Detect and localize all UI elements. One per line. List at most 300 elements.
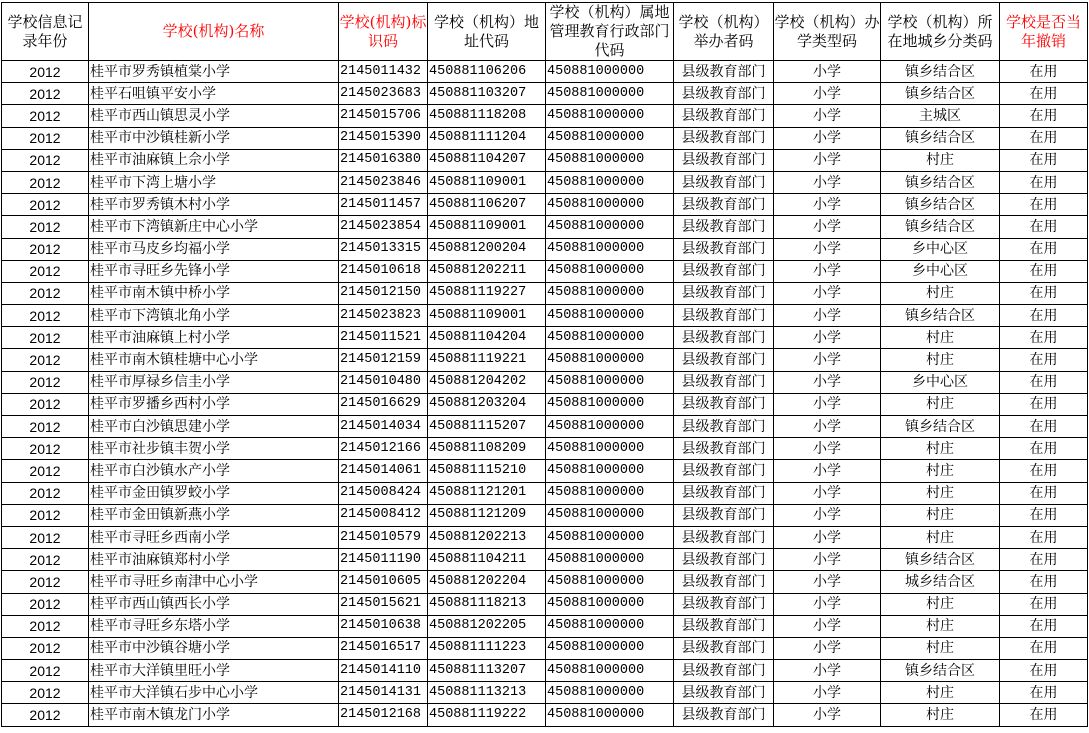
organizer-cell: 县级教育部门 [674,393,774,415]
school-type-cell: 小学 [774,260,881,282]
admin-dept-code-cell: 450881000000 [546,238,674,260]
school-id-cell: 2145015706 [339,105,428,127]
school-type-cell: 小学 [774,682,881,704]
school-name-cell: 桂平市金田镇罗蛟小学 [89,482,339,504]
school-id-cell: 2145012159 [339,349,428,371]
header-admin-dept-code: 学校（机构）属地管理教育行政部门代码 [546,3,674,61]
school-name-cell: 桂平市油麻镇上村小学 [89,327,339,349]
status-cell: 在用 [1000,460,1088,482]
address-code-cell: 450881121201 [428,482,546,504]
admin-dept-code-cell: 450881000000 [546,149,674,171]
school-name-cell: 桂平市中沙镇桂新小学 [89,127,339,149]
table-row [2,615,1088,637]
school-name-cell: 桂平市寻旺乡东塔小学 [89,615,339,637]
table-row [2,416,1088,438]
school-name-cell: 桂平市马皮乡均福小学 [89,238,339,260]
school-id-cell: 2145014131 [339,682,428,704]
admin-dept-code-cell: 450881000000 [546,482,674,504]
urban-rural-cell: 乡中心区 [881,260,1000,282]
school-id-cell: 2145011457 [339,194,428,216]
school-id-cell: 2145023683 [339,83,428,105]
urban-rural-cell: 村庄 [881,682,1000,704]
address-code-cell: 450881109001 [428,216,546,238]
admin-dept-code-cell: 450881000000 [546,615,674,637]
school-name-cell: 桂平市寻旺乡先锋小学 [89,260,339,282]
urban-rural-cell: 村庄 [881,504,1000,526]
organizer-cell: 县级教育部门 [674,149,774,171]
organizer-cell: 县级教育部门 [674,127,774,149]
year-cell: 2012 [2,83,89,105]
school-id-cell: 2145010618 [339,260,428,282]
address-code-cell: 450881115207 [428,416,546,438]
school-id-cell: 2145011432 [339,61,428,83]
school-id-cell: 2145010638 [339,615,428,637]
school-id-cell: 2145014061 [339,460,428,482]
table-row [2,305,1088,327]
urban-rural-cell: 村庄 [881,282,1000,304]
organizer-cell: 县级教育部门 [674,660,774,682]
organizer-cell: 县级教育部门 [674,416,774,438]
organizer-cell: 县级教育部门 [674,682,774,704]
address-code-cell: 450881106207 [428,194,546,216]
school-type-cell: 小学 [774,61,881,83]
year-cell: 2012 [2,149,89,171]
status-cell: 在用 [1000,526,1088,548]
admin-dept-code-cell: 450881000000 [546,260,674,282]
organizer-cell: 县级教育部门 [674,327,774,349]
organizer-cell: 县级教育部门 [674,194,774,216]
admin-dept-code-cell: 450881000000 [546,416,674,438]
header-school-name: 学校(机构)名称 [89,3,339,61]
header-urban-rural-code: 学校（机构）所在地城乡分类码 [881,3,1000,61]
urban-rural-cell: 村庄 [881,327,1000,349]
admin-dept-code-cell: 450881000000 [546,105,674,127]
school-id-cell: 2145008424 [339,482,428,504]
year-cell: 2012 [2,571,89,593]
status-cell: 在用 [1000,305,1088,327]
organizer-cell: 县级教育部门 [674,260,774,282]
urban-rural-cell: 城乡结合区 [881,571,1000,593]
urban-rural-cell: 镇乡结合区 [881,61,1000,83]
table-row [2,105,1088,127]
year-cell: 2012 [2,238,89,260]
status-cell: 在用 [1000,349,1088,371]
urban-rural-cell: 村庄 [881,438,1000,460]
school-id-cell: 2145011521 [339,327,428,349]
year-cell: 2012 [2,416,89,438]
table-row [2,149,1088,171]
school-type-cell: 小学 [774,482,881,504]
status-cell: 在用 [1000,194,1088,216]
status-cell: 在用 [1000,83,1088,105]
school-type-cell: 小学 [774,504,881,526]
school-id-cell: 2145012168 [339,704,428,726]
address-code-cell: 450881121209 [428,504,546,526]
address-code-cell: 450881104204 [428,327,546,349]
year-cell: 2012 [2,704,89,726]
table-row [2,482,1088,504]
organizer-cell: 县级教育部门 [674,438,774,460]
school-id-cell: 2145010480 [339,371,428,393]
school-id-cell: 2145015390 [339,127,428,149]
school-type-cell: 小学 [774,127,881,149]
admin-dept-code-cell: 450881000000 [546,526,674,548]
urban-rural-cell: 乡中心区 [881,371,1000,393]
organizer-cell: 县级教育部门 [674,482,774,504]
year-cell: 2012 [2,549,89,571]
urban-rural-cell: 村庄 [881,393,1000,415]
school-type-cell: 小学 [774,171,881,193]
school-type-cell: 小学 [774,637,881,659]
organizer-cell: 县级教育部门 [674,282,774,304]
urban-rural-cell: 镇乡结合区 [881,416,1000,438]
table-row [2,127,1088,149]
status-cell: 在用 [1000,660,1088,682]
table-row [2,260,1088,282]
address-code-cell: 450881106206 [428,61,546,83]
status-cell: 在用 [1000,105,1088,127]
header-organizer-code: 学校（机构）举办者码 [674,3,774,61]
admin-dept-code-cell: 450881000000 [546,637,674,659]
year-cell: 2012 [2,171,89,193]
table-row [2,349,1088,371]
header-address-code: 学校（机构）地址代码 [428,3,546,61]
school-name-cell: 桂平市下湾镇新庄中心小学 [89,216,339,238]
address-code-cell: 450881200204 [428,238,546,260]
school-type-cell: 小学 [774,549,881,571]
school-name-cell: 桂平市厚禄乡信圭小学 [89,371,339,393]
status-cell: 在用 [1000,682,1088,704]
organizer-cell: 县级教育部门 [674,460,774,482]
admin-dept-code-cell: 450881000000 [546,438,674,460]
table-row [2,83,1088,105]
school-type-cell: 小学 [774,349,881,371]
address-code-cell: 450881119221 [428,349,546,371]
admin-dept-code-cell: 450881000000 [546,194,674,216]
school-type-cell: 小学 [774,571,881,593]
status-cell: 在用 [1000,615,1088,637]
address-code-cell: 450881202204 [428,571,546,593]
school-type-cell: 小学 [774,660,881,682]
year-cell: 2012 [2,393,89,415]
school-records-table [1,2,1088,727]
address-code-cell: 450881202211 [428,260,546,282]
status-cell: 在用 [1000,393,1088,415]
year-cell: 2012 [2,349,89,371]
table-row [2,660,1088,682]
admin-dept-code-cell: 450881000000 [546,460,674,482]
admin-dept-code-cell: 450881000000 [546,61,674,83]
urban-rural-cell: 镇乡结合区 [881,305,1000,327]
school-type-cell: 小学 [774,393,881,415]
school-id-cell: 2145016380 [339,149,428,171]
admin-dept-code-cell: 450881000000 [546,593,674,615]
address-code-cell: 450881119227 [428,282,546,304]
school-name-cell: 桂平市油麻镇上佘小学 [89,149,339,171]
admin-dept-code-cell: 450881000000 [546,571,674,593]
admin-dept-code-cell: 450881000000 [546,282,674,304]
school-id-cell: 2145023846 [339,171,428,193]
school-name-cell: 桂平市罗播乡西村小学 [89,393,339,415]
urban-rural-cell: 村庄 [881,526,1000,548]
urban-rural-cell: 镇乡结合区 [881,216,1000,238]
address-code-cell: 450881204202 [428,371,546,393]
status-cell: 在用 [1000,282,1088,304]
school-name-cell: 桂平市白沙镇思建小学 [89,416,339,438]
address-code-cell: 450881202205 [428,615,546,637]
urban-rural-cell: 镇乡结合区 [881,171,1000,193]
organizer-cell: 县级教育部门 [674,238,774,260]
urban-rural-cell: 村庄 [881,637,1000,659]
admin-dept-code-cell: 450881000000 [546,371,674,393]
school-name-cell: 桂平石咀镇平安小学 [89,83,339,105]
school-id-cell: 2145011190 [339,549,428,571]
school-id-cell: 2145014110 [339,660,428,682]
admin-dept-code-cell: 450881000000 [546,327,674,349]
status-cell: 在用 [1000,704,1088,726]
table-row [2,682,1088,704]
school-name-cell: 桂平市西山镇思灵小学 [89,105,339,127]
year-cell: 2012 [2,482,89,504]
status-cell: 在用 [1000,216,1088,238]
status-cell: 在用 [1000,637,1088,659]
school-type-cell: 小学 [774,305,881,327]
urban-rural-cell: 村庄 [881,593,1000,615]
table-row [2,327,1088,349]
year-cell: 2012 [2,305,89,327]
status-cell: 在用 [1000,504,1088,526]
address-code-cell: 450881103207 [428,83,546,105]
school-name-cell: 桂平市寻旺乡南津中心小学 [89,571,339,593]
organizer-cell: 县级教育部门 [674,526,774,548]
address-code-cell: 450881118208 [428,105,546,127]
address-code-cell: 450881115210 [428,460,546,482]
address-code-cell: 450881113207 [428,660,546,682]
table-row [2,704,1088,726]
address-code-cell: 450881109001 [428,305,546,327]
school-type-cell: 小学 [774,216,881,238]
table-row [2,593,1088,615]
admin-dept-code-cell: 450881000000 [546,704,674,726]
school-type-cell: 小学 [774,615,881,637]
organizer-cell: 县级教育部门 [674,171,774,193]
school-name-cell: 桂平市下湾镇北角小学 [89,305,339,327]
organizer-cell: 县级教育部门 [674,371,774,393]
year-cell: 2012 [2,194,89,216]
address-code-cell: 450881111204 [428,127,546,149]
status-cell: 在用 [1000,327,1088,349]
status-cell: 在用 [1000,549,1088,571]
school-name-cell: 桂平市罗秀镇植棠小学 [89,61,339,83]
school-id-cell: 2145016629 [339,393,428,415]
year-cell: 2012 [2,504,89,526]
admin-dept-code-cell: 450881000000 [546,349,674,371]
table-row [2,171,1088,193]
table-row [2,571,1088,593]
table-row [2,460,1088,482]
year-cell: 2012 [2,216,89,238]
school-name-cell: 桂平市南木镇桂塘中心小学 [89,349,339,371]
school-id-cell: 2145010605 [339,571,428,593]
school-name-cell: 桂平市白沙镇水产小学 [89,460,339,482]
school-type-cell: 小学 [774,526,881,548]
school-type-cell: 小学 [774,327,881,349]
organizer-cell: 县级教育部门 [674,305,774,327]
header-revoked-status: 学校是否当年撤销 [1000,3,1088,61]
urban-rural-cell: 主城区 [881,105,1000,127]
admin-dept-code-cell: 450881000000 [546,127,674,149]
status-cell: 在用 [1000,61,1088,83]
year-cell: 2012 [2,615,89,637]
school-type-cell: 小学 [774,704,881,726]
urban-rural-cell: 乡中心区 [881,238,1000,260]
admin-dept-code-cell: 450881000000 [546,305,674,327]
school-id-cell: 2145023854 [339,216,428,238]
organizer-cell: 县级教育部门 [674,571,774,593]
organizer-cell: 县级教育部门 [674,704,774,726]
urban-rural-cell: 镇乡结合区 [881,194,1000,216]
urban-rural-cell: 镇乡结合区 [881,549,1000,571]
address-code-cell: 450881104211 [428,549,546,571]
urban-rural-cell: 村庄 [881,615,1000,637]
address-code-cell: 450881109001 [428,171,546,193]
school-name-cell: 桂平市寻旺乡西南小学 [89,526,339,548]
status-cell: 在用 [1000,416,1088,438]
school-type-cell: 小学 [774,238,881,260]
table-row [2,438,1088,460]
year-cell: 2012 [2,127,89,149]
admin-dept-code-cell: 450881000000 [546,171,674,193]
school-name-cell: 桂平市油麻镇郑村小学 [89,549,339,571]
school-type-cell: 小学 [774,371,881,393]
table-body [2,61,1088,727]
table-row [2,549,1088,571]
status-cell: 在用 [1000,571,1088,593]
urban-rural-cell: 镇乡结合区 [881,660,1000,682]
organizer-cell: 县级教育部门 [674,105,774,127]
organizer-cell: 县级教育部门 [674,615,774,637]
school-type-cell: 小学 [774,194,881,216]
year-cell: 2012 [2,105,89,127]
admin-dept-code-cell: 450881000000 [546,549,674,571]
year-cell: 2012 [2,593,89,615]
organizer-cell: 县级教育部门 [674,216,774,238]
status-cell: 在用 [1000,127,1088,149]
urban-rural-cell: 村庄 [881,460,1000,482]
year-cell: 2012 [2,61,89,83]
urban-rural-cell: 镇乡结合区 [881,83,1000,105]
year-cell: 2012 [2,260,89,282]
year-cell: 2012 [2,682,89,704]
school-id-cell: 2145012150 [339,282,428,304]
table-row [2,282,1088,304]
table-row [2,194,1088,216]
school-id-cell: 2145008412 [339,504,428,526]
year-cell: 2012 [2,371,89,393]
status-cell: 在用 [1000,593,1088,615]
organizer-cell: 县级教育部门 [674,549,774,571]
school-id-cell: 2145023823 [339,305,428,327]
school-type-cell: 小学 [774,460,881,482]
address-code-cell: 450881202213 [428,526,546,548]
school-type-cell: 小学 [774,438,881,460]
address-code-cell: 450881111223 [428,637,546,659]
year-cell: 2012 [2,460,89,482]
school-type-cell: 小学 [774,149,881,171]
status-cell: 在用 [1000,238,1088,260]
address-code-cell: 450881203204 [428,393,546,415]
table-row [2,393,1088,415]
school-name-cell: 桂平市大洋镇石步中心小学 [89,682,339,704]
school-name-cell: 桂平市社步镇丰贺小学 [89,438,339,460]
table-row [2,216,1088,238]
table-row [2,504,1088,526]
year-cell: 2012 [2,637,89,659]
school-type-cell: 小学 [774,105,881,127]
school-name-cell: 桂平市罗秀镇木村小学 [89,194,339,216]
year-cell: 2012 [2,660,89,682]
school-name-cell: 桂平市下湾上塘小学 [89,171,339,193]
status-cell: 在用 [1000,438,1088,460]
status-cell: 在用 [1000,171,1088,193]
school-id-cell: 2145013315 [339,238,428,260]
school-type-cell: 小学 [774,83,881,105]
urban-rural-cell: 村庄 [881,704,1000,726]
organizer-cell: 县级教育部门 [674,83,774,105]
urban-rural-cell: 村庄 [881,149,1000,171]
urban-rural-cell: 镇乡结合区 [881,127,1000,149]
organizer-cell: 县级教育部门 [674,593,774,615]
table-row [2,637,1088,659]
organizer-cell: 县级教育部门 [674,349,774,371]
school-name-cell: 桂平市南木镇中桥小学 [89,282,339,304]
school-name-cell: 桂平市金田镇新燕小学 [89,504,339,526]
school-type-cell: 小学 [774,593,881,615]
year-cell: 2012 [2,327,89,349]
admin-dept-code-cell: 450881000000 [546,83,674,105]
organizer-cell: 县级教育部门 [674,504,774,526]
status-cell: 在用 [1000,371,1088,393]
address-code-cell: 450881118213 [428,593,546,615]
school-id-cell: 2145010579 [339,526,428,548]
table-row [2,371,1088,393]
address-code-cell: 450881104207 [428,149,546,171]
admin-dept-code-cell: 450881000000 [546,682,674,704]
urban-rural-cell: 村庄 [881,349,1000,371]
school-name-cell: 桂平市南木镇龙门小学 [89,704,339,726]
year-cell: 2012 [2,282,89,304]
urban-rural-cell: 村庄 [881,482,1000,504]
address-code-cell: 450881113213 [428,682,546,704]
admin-dept-code-cell: 450881000000 [546,393,674,415]
status-cell: 在用 [1000,260,1088,282]
admin-dept-code-cell: 450881000000 [546,216,674,238]
school-id-cell: 2145012166 [339,438,428,460]
table-row [2,61,1088,83]
table-row [2,238,1088,260]
admin-dept-code-cell: 450881000000 [546,660,674,682]
school-type-cell: 小学 [774,416,881,438]
table-row [2,526,1088,548]
header-school-type-code: 学校（机构）办学类型码 [774,3,881,61]
school-name-cell: 桂平市大洋镇里旺小学 [89,660,339,682]
status-cell: 在用 [1000,149,1088,171]
header-school-id: 学校(机构)标识码 [339,3,428,61]
school-id-cell: 2145016517 [339,637,428,659]
header-year: 学校信息记录年份 [2,3,89,61]
school-name-cell: 桂平市中沙镇谷塘小学 [89,637,339,659]
year-cell: 2012 [2,438,89,460]
